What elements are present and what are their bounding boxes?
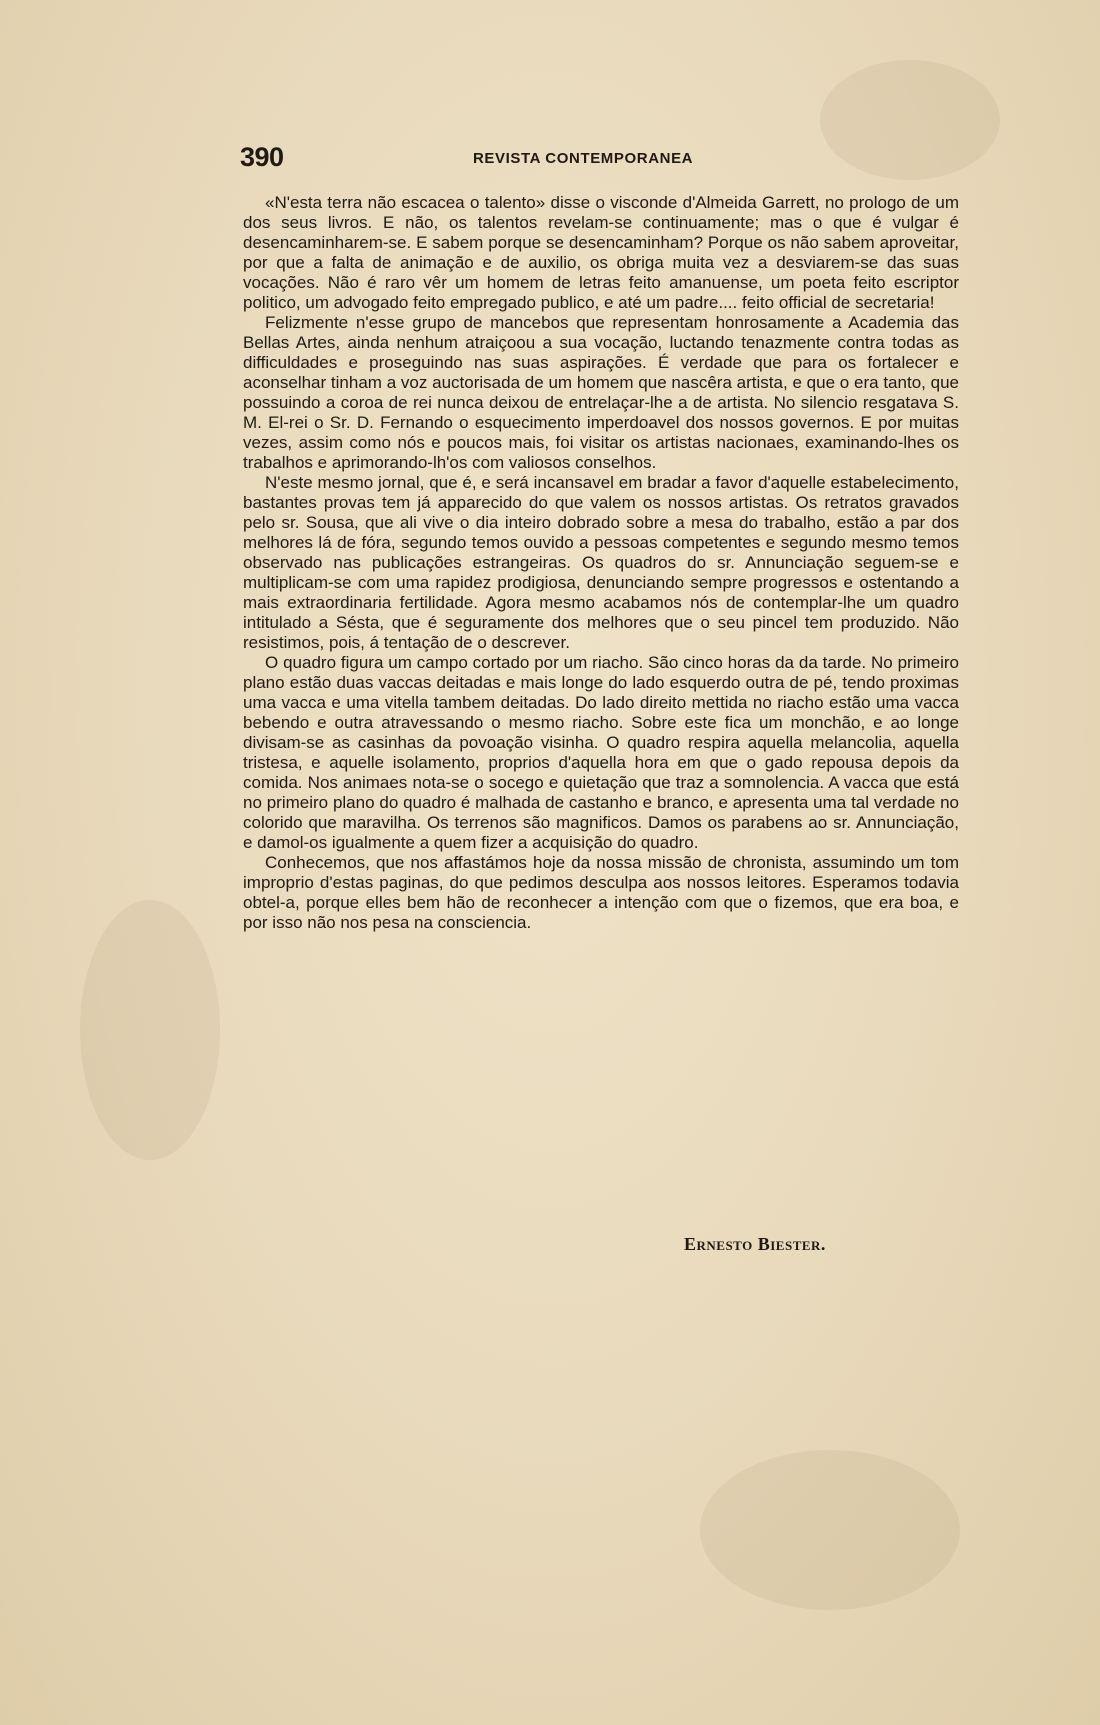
paragraph-5: Conhecemos, que nos affastámos hoje da nossa missão de chronista, assumindo um tom improprio d'estas paginas, do que pedimos desculpa aos nossos leitores. Esperamos todavia obtel-a, porque elles bem hão de reconhecer a intenção com que o fizemos, que era boa, e por isso não nos pesa na consciencia. — [243, 853, 959, 932]
page-number: 390 — [240, 142, 284, 172]
article-body — [243, 193, 959, 933]
paper-stain — [80, 900, 220, 1160]
paper-stain — [700, 1450, 960, 1610]
paragraph-2: Felizmente n'esse grupo de mancebos que representam honrosamente a Academia das Bellas Artes, ainda nenhum atraiçoou a sua vocação, luctando tenazmente contra todas as difficuldades e proseguindo nas suas aspirações. É verdade que para os fortalecer e aconselhar tinham a voz auctorisada de um homem que nascêra artista, e que o era tanto, que possuindo a coroa de rei nunca deixou de entrelaçar-lhe a de artista. No silencio resgatava S. M. El-rei o Sr. D. Fernando o esquecimento imperdoavel dos nossos governos. E por muitas vezes, assim como nós e poucos mais, foi visitar os artistas nacionaes, examinando-lhes os trabalhos e aprimorando-lh'os com valiosos conselhos. — [243, 313, 959, 472]
paragraph-3: N'este mesmo jornal, que é, e será incansavel em bradar a favor d'aquelle estabelecimento, bastantes provas tem já apparecido do que valem os nossos artistas. Os retratos gravados pelo sr. Sousa, que ali vive o dia inteiro dobrado sobre a mesa do trabalho, estão a par dos melhores lá de fóra, segundo temos ouvido a pessoas competentes e segundo mesmo temos observado nas publicações estrangeiras. Os quadros do sr. Annunciação seguem-se e multiplicam-se com uma rapidez prodigiosa, denunciando sempre progressos e ostentando a mais extraordinaria fertilidade. Agora mesmo acabamos nós de contemplar-lhe um quadro intitulado a Sésta, que é seguramente dos melhores que o seu pincel tem produzido. Não resistimos, pois, á tentação de o descrever. — [243, 473, 959, 652]
paragraph-4: O quadro figura um campo cortado por um riacho. São cinco horas da da tarde. No primeiro plano estão duas vaccas deitadas e mais longe do lado esquerdo outra de pé, tendo proximas uma vacca e uma vitella tambem deitadas. Do lado direito mettida no riacho estão uma vacca bebendo e outra atravessando o mesmo riacho. Sobre este fica um monchão, e ao longe divisam-se as casinhas da povoação visinha. O quadro respira aquella melancolia, aquella tristesa, e aquelle isolamento, proprios d'aquella hora em que o gado repousa depois da comida. Nos animaes nota-se o socego e quietação que traz a somnolencia. A vacca que está no primeiro plano do quadro é malhada de castanho e branco, e apresenta uma tal verdade no colorido que maravilha. Os terrenos são magnificos. Damos os parabens ao sr. Annunciação, e damol-os igualmente a quem fizer a acquisição do quadro. — [243, 653, 959, 852]
paragraph-1: «N'esta terra não escacea o talento» disse o visconde d'Almeida Garrett, no prologo de um dos seus livros. E não, os talentos revelam-se continuamente; mas o que é vulgar é desencaminharem-se. E sabem porque se desencaminham? Porque os não sabem aproveitar, por que a falta de animação e de auxilio, os obriga muita vez a desviarem-se das suas vocações. Não é raro vêr um homem de letras feito amanuense, um poeta feito escriptor politico, um advogado feito empregado publico, e até um padre.... feito official de secretaria! — [243, 193, 959, 312]
running-head: REVISTA CONTEMPORANEA — [473, 150, 694, 167]
author-signature: Ernesto Biester. — [684, 1234, 826, 1254]
page-header — [240, 142, 962, 178]
